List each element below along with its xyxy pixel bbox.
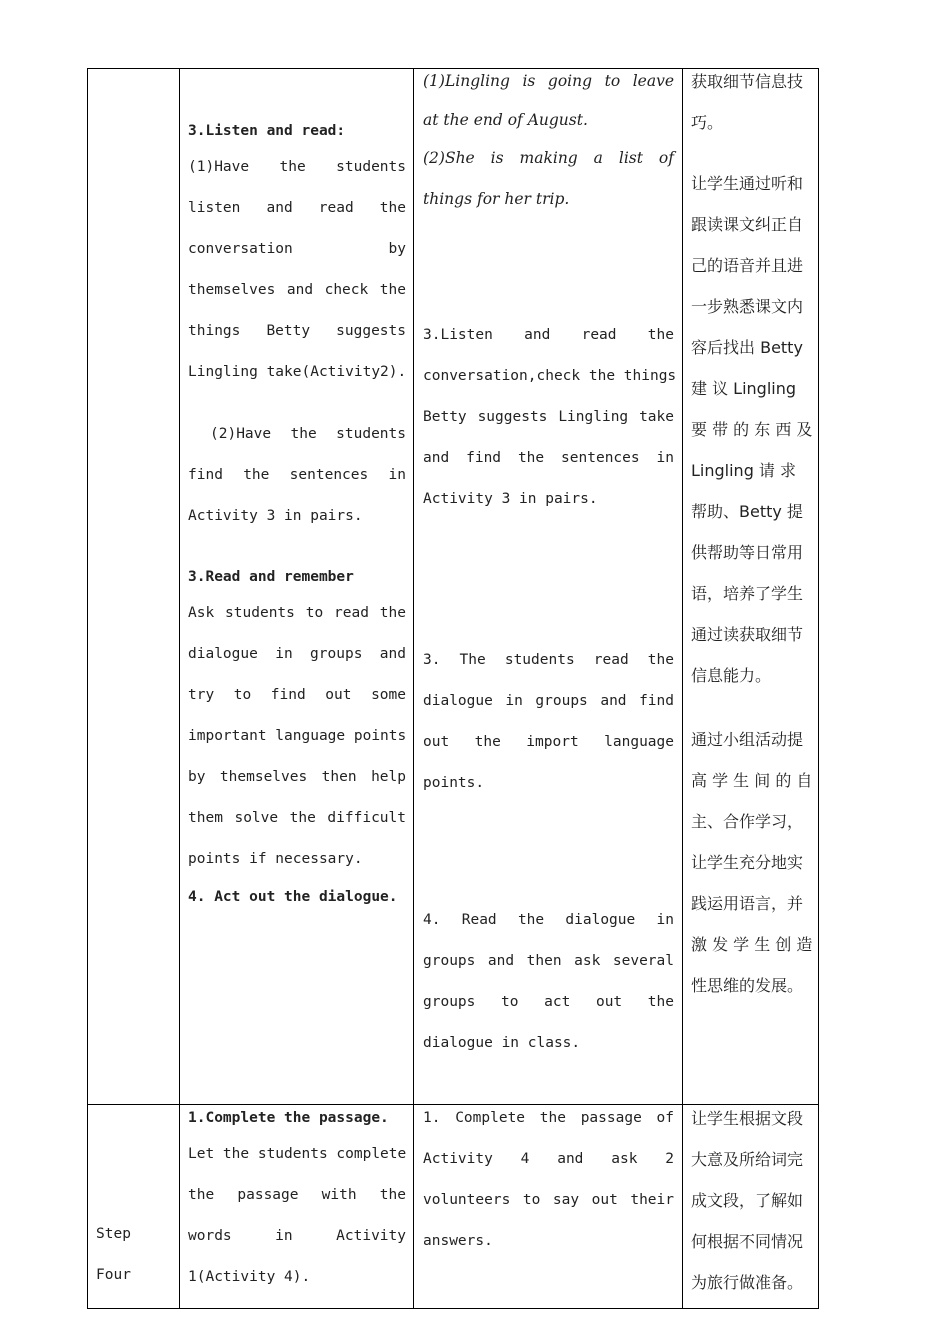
answer-line: at the end of August. [423, 111, 588, 129]
table-border-left [87, 68, 88, 1309]
text-line: Betty suggests Lingling take [423, 409, 674, 425]
step-label-line: Four [96, 1267, 131, 1283]
text-line: 供帮助等日常用 [691, 543, 804, 562]
text-line: try to find out some [188, 687, 406, 703]
text-line: 大意及所给词完 [691, 1150, 804, 1169]
text-line: conversation,check the things [423, 368, 677, 384]
text-line: 为旅行做准备。 [691, 1273, 804, 1292]
text-line: (2)Have the students [210, 426, 406, 442]
text-line: Ask students to read the [188, 605, 406, 621]
listen-read-step1 [188, 147, 406, 393]
text-line: Activity 3 in pairs. [423, 491, 598, 507]
teacher-activity-row2 [188, 1098, 406, 1298]
text-line: 获取细节信息技 [691, 72, 804, 91]
text-line: 成文段，了解如 [691, 1191, 804, 1210]
listen-read-heading: 3.Listen and read: [188, 123, 346, 139]
text-line: 通过小组活动提 [691, 730, 804, 749]
text-line: 何根据不同情况 [691, 1232, 804, 1251]
text-line: themselves and check the [188, 282, 406, 298]
student-group-reading [423, 640, 674, 804]
complete-passage-text [188, 1134, 406, 1298]
purpose-listen [691, 163, 811, 696]
table-border-right [818, 68, 819, 1309]
text-line: them solve the difficult [188, 810, 406, 826]
text-line: 信息能力。 [691, 666, 772, 685]
table-border-bottom [87, 1308, 819, 1309]
text-line: 3.Listen and read the [423, 327, 674, 343]
complete-passage-heading: 1.Complete the passage. [188, 1110, 389, 1126]
text-line: 1(Activity 4). [188, 1269, 311, 1285]
read-remember-text [188, 593, 406, 880]
text-line: 跟读课文纠正自 [691, 215, 804, 234]
text-line: words in Activity [188, 1228, 406, 1244]
text-line: and find the sentences in [423, 450, 674, 466]
text-line: things Betty suggests [188, 323, 406, 339]
text-line: points if necessary. [188, 851, 363, 867]
text-line: volunteers to say out their [423, 1192, 674, 1208]
column-divider-2 [413, 68, 414, 1309]
text-line: out the import language [423, 734, 674, 750]
column-divider-1 [179, 68, 180, 1309]
text-line: find the sentences in [188, 467, 406, 483]
act-out-heading: 4. Act out the dialogue. [188, 889, 398, 905]
text-line: (1)Have the students [188, 159, 406, 175]
text-line: groups to act out the [423, 994, 674, 1010]
purpose-group [691, 719, 811, 1006]
purpose-detail [691, 61, 811, 143]
purpose-row2 [691, 1098, 811, 1303]
text-line: 3. The students read the [423, 652, 674, 668]
text-line: points. [423, 775, 485, 791]
text-line: dialogue in groups and [188, 646, 406, 662]
text-line: groups and then ask several [423, 953, 674, 969]
text-line: 高 学 生 间 的 自 [691, 771, 813, 790]
read-remember-heading: 3.Read and remember [188, 569, 354, 585]
text-line: important language points [188, 728, 407, 744]
answer-line: (2)She is making a list of [423, 149, 674, 167]
text-line: 通过读获取细节 [691, 625, 804, 644]
text-line: dialogue in groups and find [423, 693, 674, 709]
text-line: by themselves then help [188, 769, 406, 785]
text-line: 让学生根据文段 [691, 1109, 804, 1128]
text-line: 巧。 [691, 113, 724, 132]
answer-line: things for her trip. [423, 190, 570, 208]
text-line: 让学生充分地实 [691, 853, 804, 872]
listen-read-step2 [188, 414, 406, 537]
text-line: 要 带 的 东 西 及 [691, 420, 813, 439]
text-line: 建 议 Lingling [691, 379, 797, 398]
text-line: conversation by [188, 241, 406, 257]
step-label [96, 1214, 172, 1296]
text-line: 容后找出 Betty [691, 338, 803, 357]
answers [423, 61, 674, 220]
text-line: 性思维的发展。 [691, 976, 804, 995]
text-line: the passage with the [188, 1187, 406, 1203]
text-line: 让学生通过听和 [691, 174, 804, 193]
step-label-line: Step [96, 1226, 131, 1242]
text-line: dialogue in class. [423, 1035, 581, 1051]
text-line: 践运用语言，并 [691, 894, 804, 913]
text-line: Lingling take(Activity2). [188, 364, 407, 380]
text-line: 一步熟悉课文内 [691, 297, 804, 316]
answer-line: (1)Lingling is going to leave [423, 72, 674, 90]
text-line: 己的语音并且进 [691, 256, 804, 275]
text-line: Let the students complete [188, 1146, 407, 1162]
text-line: 语，培养了学生 [691, 584, 804, 603]
text-line: Activity 3 in pairs. [188, 508, 363, 524]
text-line: 主、合作学习， [691, 812, 804, 831]
text-line: answers. [423, 1233, 493, 1249]
column-divider-3 [682, 68, 683, 1309]
text-line: Lingling 请 求 [691, 461, 797, 480]
text-line: 4. Read the dialogue in [423, 912, 674, 928]
text-line: listen and read the [188, 200, 406, 216]
student-listen-read [423, 315, 677, 520]
student-activity-row2 [423, 1098, 674, 1262]
student-act-out [423, 900, 674, 1064]
text-line: Activity 4 and ask 2 [423, 1151, 674, 1167]
text-line: 帮助、Betty 提 [691, 502, 803, 521]
text-line: 激 发 学 生 创 造 [691, 935, 813, 954]
text-line: 1. Complete the passage of [423, 1110, 674, 1126]
